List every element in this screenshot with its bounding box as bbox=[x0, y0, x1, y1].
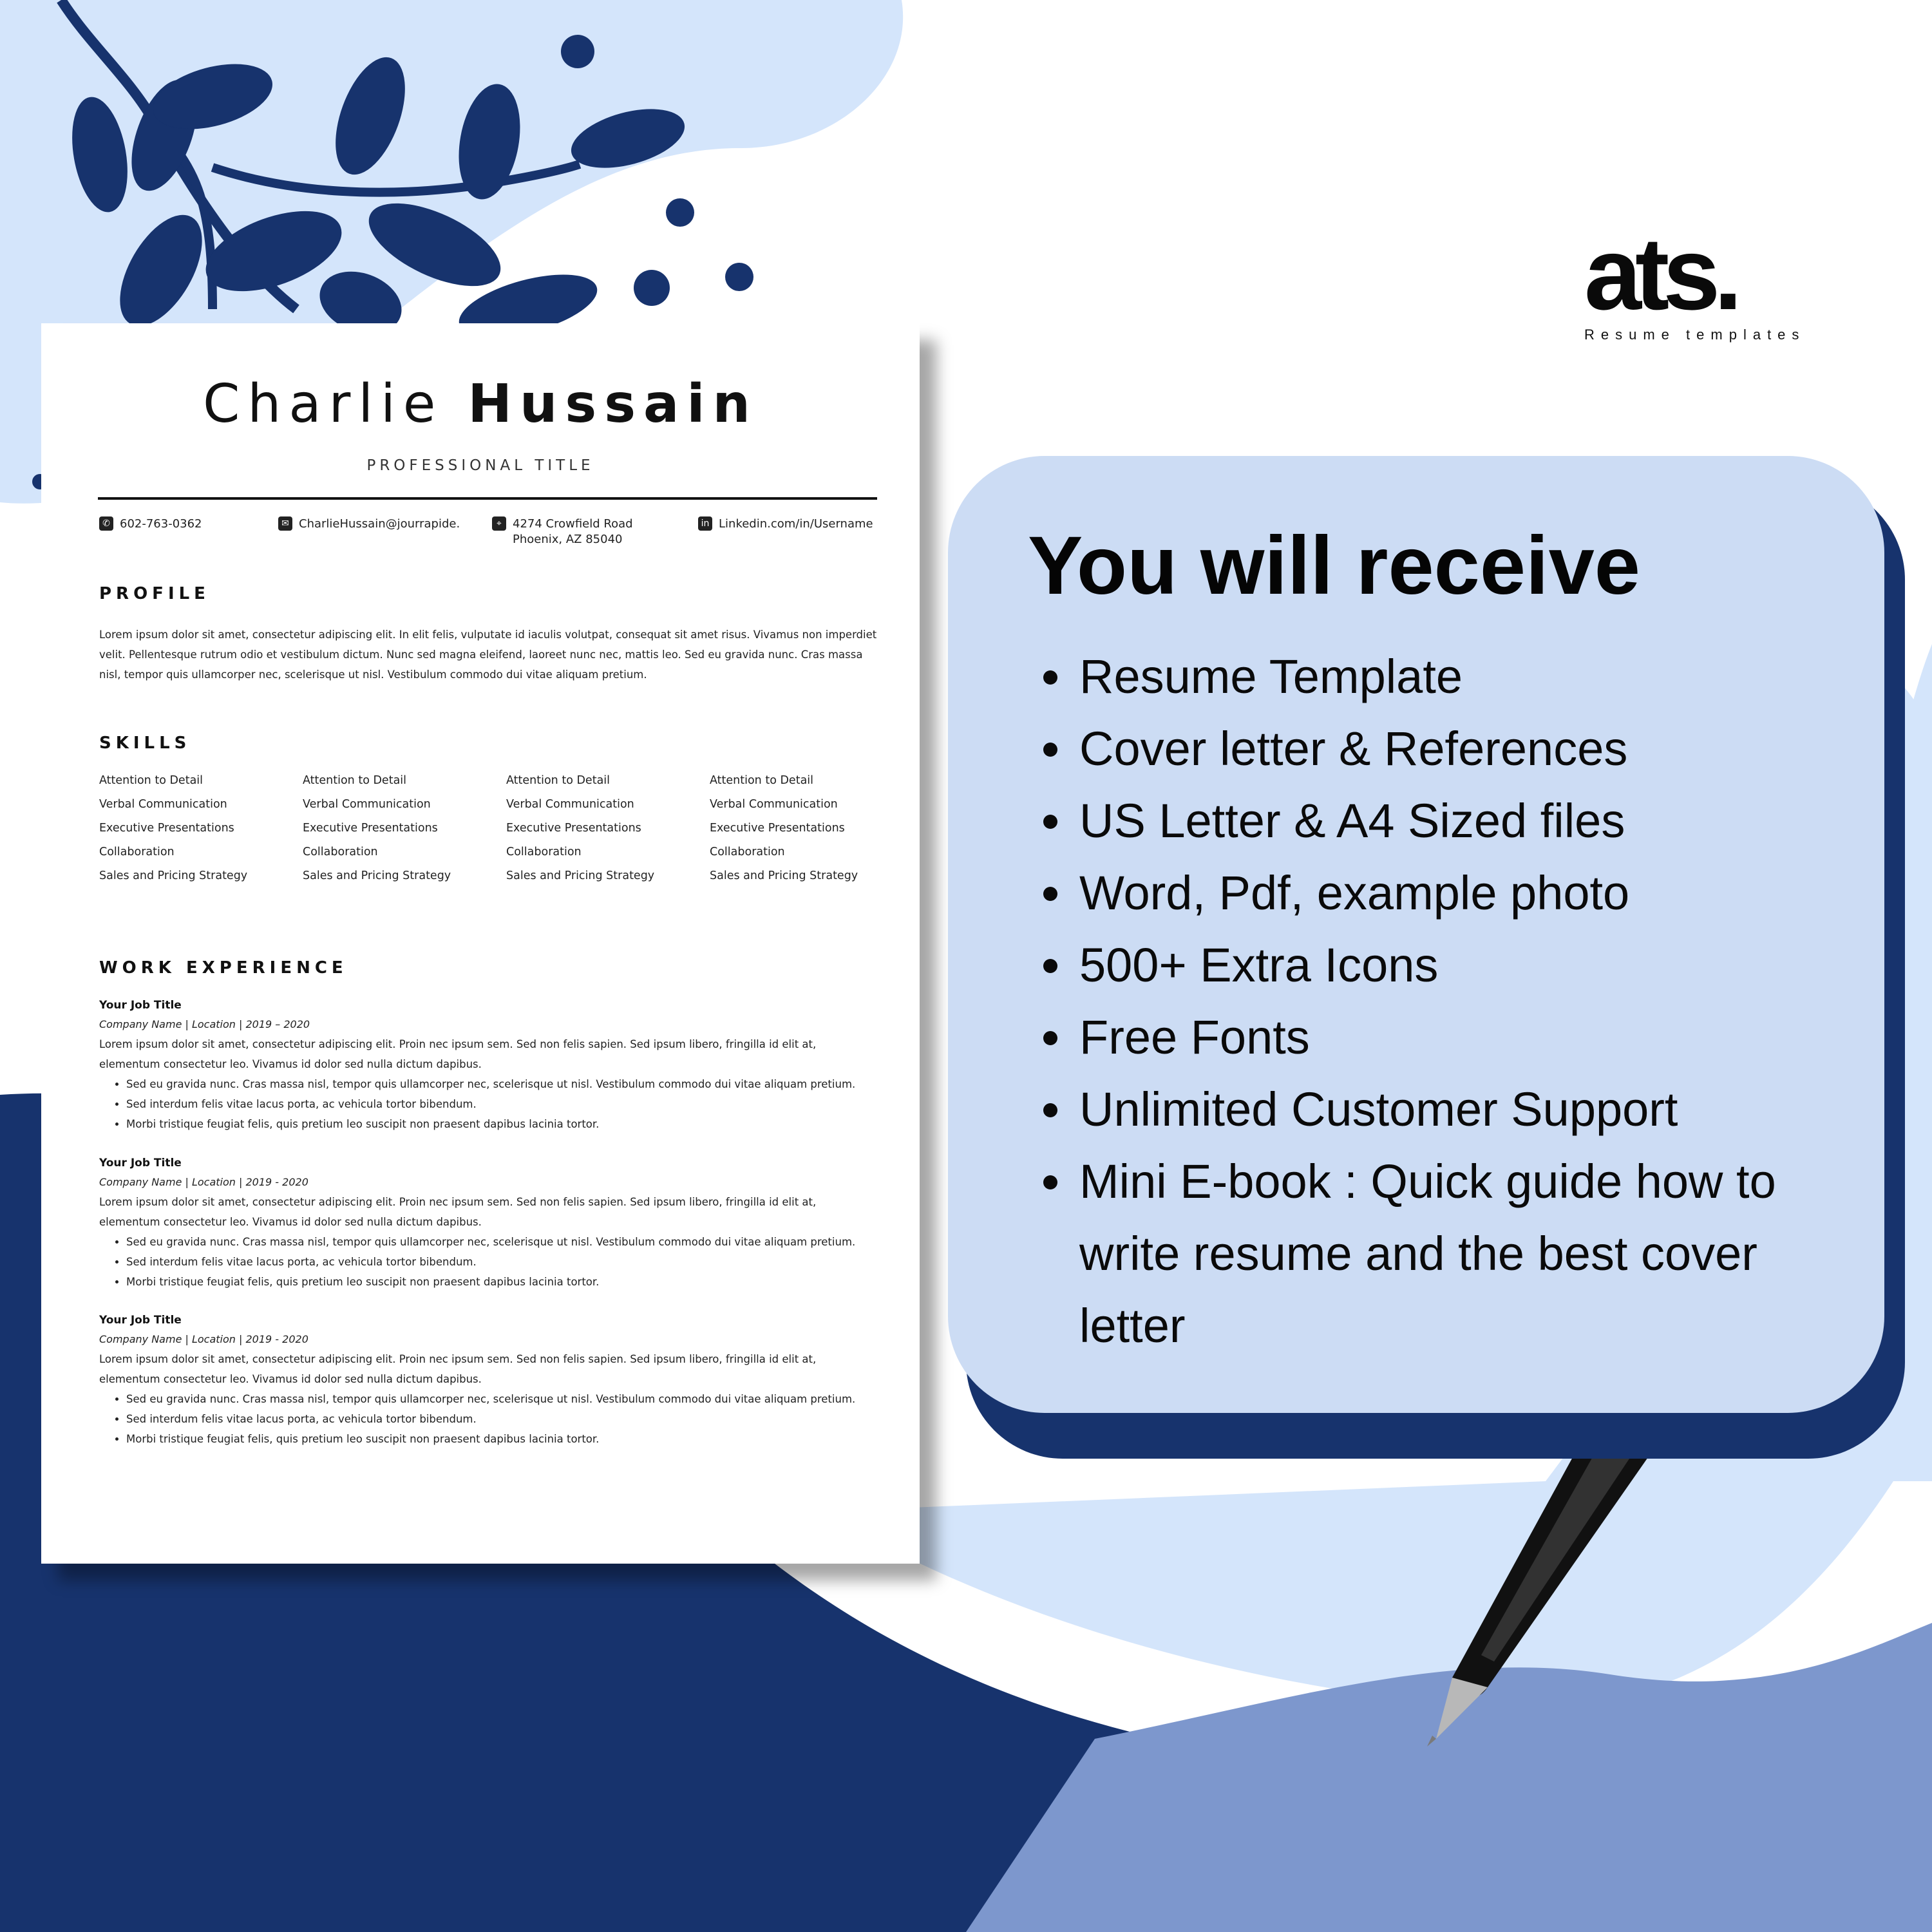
receive-item: Mini E-book : Quick guide how to write resume and the best cover letter bbox=[1042, 1146, 1873, 1362]
skill-item: Executive Presentations bbox=[506, 822, 641, 835]
receive-list bbox=[1042, 641, 1873, 1362]
job-bullet: • Sed interdum felis vitae lacus porta, ac vehicula tortor bibendum. bbox=[126, 1252, 878, 1272]
skills-heading: SKILLS bbox=[99, 734, 191, 753]
logo-subtitle: Resume templates bbox=[1584, 327, 1806, 343]
job-entry bbox=[99, 1311, 878, 1449]
resume-professional-title: PROFESSIONAL TITLE bbox=[366, 457, 594, 474]
skill-item: Verbal Communication bbox=[506, 798, 634, 811]
skill-item: Verbal Communication bbox=[303, 798, 431, 811]
skill-item: Executive Presentations bbox=[710, 822, 845, 835]
work-experience-heading: WORK EXPERIENCE bbox=[99, 958, 348, 978]
skill-item: Sales and Pricing Strategy bbox=[99, 869, 248, 882]
receive-item: Free Fonts bbox=[1042, 1001, 1873, 1074]
decor-dot bbox=[634, 270, 670, 306]
job-bullet: • Sed interdum felis vitae lacus porta, ac vehicula tortor bibendum. bbox=[126, 1094, 878, 1114]
resume-last-name: Hussain bbox=[468, 374, 758, 435]
contact-text: 602-763-0362 bbox=[120, 517, 202, 531]
contact-email bbox=[278, 516, 460, 532]
job-entry bbox=[99, 996, 878, 1134]
skill-item: Verbal Communication bbox=[99, 798, 227, 811]
email-icon: ✉ bbox=[278, 516, 292, 531]
profile-heading: PROFILE bbox=[99, 584, 210, 603]
address-line-1: 4274 Crowfield Road bbox=[513, 517, 633, 531]
contact-linkedin bbox=[698, 516, 873, 532]
decor-dot bbox=[561, 35, 594, 68]
job-description: Lorem ipsum dolor sit amet, consectetur adipiscing elit. Proin nec ipsum sem. Sed non felis sapien. Sed ipsum libero, fringilla id elit at, elementum consectetur leo. Vivamus id dolor sed nulla dictum dapibus. bbox=[99, 1038, 817, 1070]
header-divider bbox=[98, 497, 877, 500]
receive-item: Cover letter & References bbox=[1042, 713, 1873, 785]
skill-item: Collaboration bbox=[506, 846, 582, 858]
skill-item: Attention to Detail bbox=[303, 774, 407, 787]
receive-item: Resume Template bbox=[1042, 641, 1873, 713]
decor-dot bbox=[666, 198, 694, 227]
receive-item: 500+ Extra Icons bbox=[1042, 929, 1873, 1001]
job-company: Company Name | Location | 2019 - 2020 bbox=[99, 1333, 308, 1345]
job-bullet: • Sed interdum felis vitae lacus porta, ac vehicula tortor bibendum. bbox=[126, 1409, 878, 1429]
skill-item: Sales and Pricing Strategy bbox=[506, 869, 655, 882]
job-bullets bbox=[99, 1232, 878, 1292]
job-bullets bbox=[99, 1074, 878, 1134]
skill-item: Attention to Detail bbox=[506, 774, 611, 787]
decor-dot bbox=[725, 263, 753, 291]
job-bullet: • Morbi tristique feugiat felis, quis pretium leo suscipit non praesent dapibus lacinia tortor. bbox=[126, 1429, 878, 1449]
resume-name bbox=[41, 374, 920, 435]
skill-item: Sales and Pricing Strategy bbox=[303, 869, 451, 882]
job-description: Lorem ipsum dolor sit amet, consectetur adipiscing elit. Proin nec ipsum sem. Sed non felis sapien. Sed ipsum libero, fringilla id elit at, elementum consectetur leo. Vivamus id dolor sed nulla dictum dapibus. bbox=[99, 1196, 817, 1228]
contact-text bbox=[513, 516, 633, 547]
phone-icon: ✆ bbox=[99, 516, 113, 531]
linkedin-icon: in bbox=[698, 516, 712, 531]
contact-address bbox=[492, 516, 633, 547]
job-bullet: • Sed eu gravida nunc. Cras massa nisl, tempor quis ullamcorper nec, scelerisque ut nisl. Vestibulum commodo dui vitae aliquam pretium. bbox=[126, 1074, 878, 1094]
skill-item: Collaboration bbox=[710, 846, 785, 858]
skill-item: Verbal Communication bbox=[710, 798, 838, 811]
receive-item: US Letter & A4 Sized files bbox=[1042, 785, 1873, 857]
job-company: Company Name | Location | 2019 – 2020 bbox=[99, 1018, 310, 1030]
profile-text: Lorem ipsum dolor sit amet, consectetur adipiscing elit. In elit felis, vulputate id iaculis volutpat, consequat sit amet risus. Vivamus non imperdiet velit. Pellentesque rutrum odio et vestibulum dictum. Nunc sed magna eleifend, laoreet nunc nec, mattis leo. Sed eu gravida nunc. Cras massa nisl, tempor quis ullamcorper nec, scelerisque ut nisl. Vestibulum commodo dui vitae aliquam pretium. bbox=[99, 629, 877, 681]
skill-item: Collaboration bbox=[99, 846, 175, 858]
job-bullet: • Sed eu gravida nunc. Cras massa nisl, tempor quis ullamcorper nec, scelerisque ut nisl. Vestibulum commodo dui vitae aliquam pretium. bbox=[126, 1389, 878, 1409]
job-title: Your Job Title bbox=[99, 1314, 182, 1327]
logo-mark: ats. bbox=[1584, 216, 1736, 331]
address-line-2: Phoenix, AZ 85040 bbox=[513, 533, 623, 546]
contact-phone bbox=[99, 516, 202, 532]
job-title: Your Job Title bbox=[99, 999, 182, 1012]
job-title: Your Job Title bbox=[99, 1157, 182, 1170]
job-bullet: • Morbi tristique feugiat felis, quis pretium leo suscipit non praesent dapibus lacinia tortor. bbox=[126, 1114, 878, 1134]
job-bullets bbox=[99, 1389, 878, 1449]
skill-item: Sales and Pricing Strategy bbox=[710, 869, 858, 882]
receive-item: Word, Pdf, example photo bbox=[1042, 857, 1873, 929]
job-entry bbox=[99, 1153, 878, 1292]
skill-item: Attention to Detail bbox=[99, 774, 204, 787]
skill-item: Executive Presentations bbox=[303, 822, 438, 835]
receive-title: You will receive bbox=[1028, 520, 1640, 612]
location-pin-icon: ⌖ bbox=[492, 516, 506, 531]
resume-preview bbox=[41, 323, 920, 1564]
job-description: Lorem ipsum dolor sit amet, consectetur adipiscing elit. Proin nec ipsum sem. Sed non felis sapien. Sed ipsum libero, fringilla id elit at, elementum consectetur leo. Vivamus id dolor sed nulla dictum dapibus. bbox=[99, 1353, 817, 1385]
skill-item: Attention to Detail bbox=[710, 774, 814, 787]
resume-first-name: Charlie bbox=[203, 374, 444, 435]
contact-text: CharlieHussain@jourrapide. bbox=[299, 517, 460, 531]
job-bullet: • Sed eu gravida nunc. Cras massa nisl, tempor quis ullamcorper nec, scelerisque ut nisl. Vestibulum commodo dui vitae aliquam pretium. bbox=[126, 1232, 878, 1252]
skills-grid bbox=[99, 774, 911, 882]
job-company: Company Name | Location | 2019 - 2020 bbox=[99, 1176, 308, 1188]
skill-item: Executive Presentations bbox=[99, 822, 234, 835]
job-bullet: • Morbi tristique feugiat felis, quis pretium leo suscipit non praesent dapibus lacinia tortor. bbox=[126, 1272, 878, 1292]
skill-item: Collaboration bbox=[303, 846, 378, 858]
contact-text: Linkedin.com/in/Username bbox=[719, 517, 873, 531]
receive-item: Unlimited Customer Support bbox=[1042, 1074, 1873, 1146]
